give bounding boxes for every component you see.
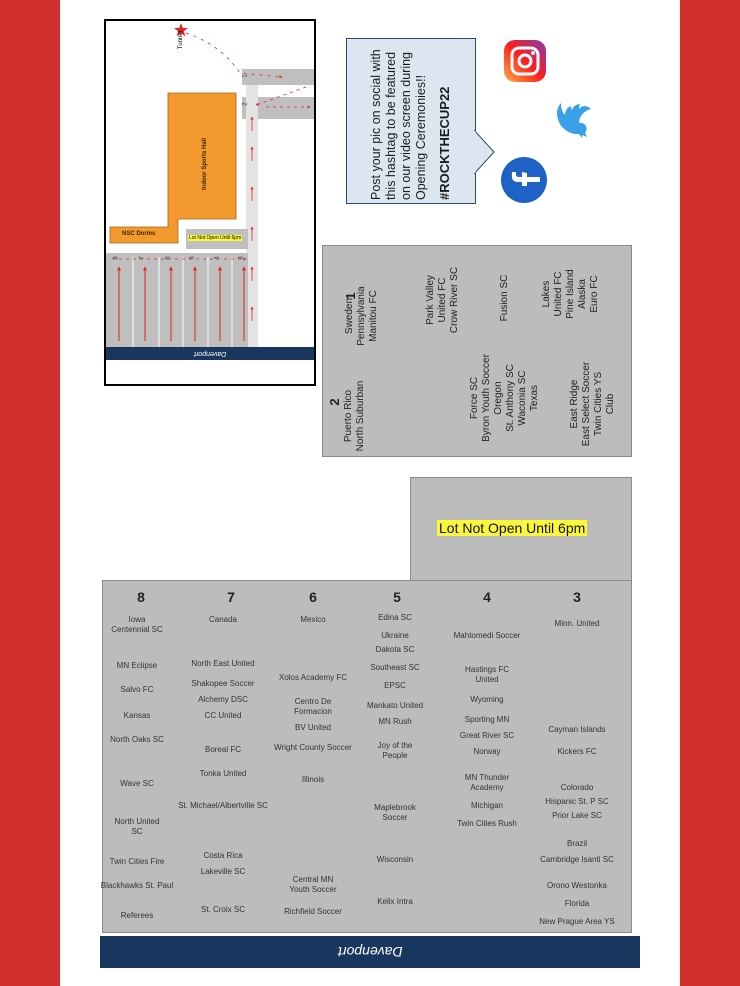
lot-7-team: North East United <box>191 659 255 668</box>
twitter-icon[interactable] <box>556 100 594 140</box>
inset-lot-number-3: 3 <box>238 256 245 260</box>
lot-6-team: BV United <box>294 723 332 732</box>
legend-lot-1-group-4: Lakes United FC Pine Island Alaska Euro FC <box>541 269 600 319</box>
inset-lot-number-5: 5 <box>189 256 196 260</box>
lot-7-team: CC United <box>204 711 242 720</box>
lot-4-team: Mahtomedi Soccer <box>453 631 521 640</box>
left-red-border <box>0 0 60 986</box>
inset-side-number-1: 1 <box>242 74 249 78</box>
lot-3-team: Kickers FC <box>557 747 597 756</box>
lot-8-team: Twin Cities Fire <box>109 857 165 866</box>
lot-8-team: Kansas <box>123 711 151 720</box>
lot-3-team: Colorado <box>560 783 594 792</box>
lot-7-team: Alchemy DSC <box>198 695 248 704</box>
instagram-icon[interactable] <box>502 38 548 84</box>
lot-8-team: North Oaks SC <box>110 735 164 744</box>
lot-7-team: Canada <box>208 615 238 624</box>
lot-5-team: MN Rush <box>378 717 412 726</box>
lot-3-team: Florida <box>564 899 590 908</box>
lot-8-team: Salvo FC <box>120 685 154 694</box>
lot-6-team: Mexico <box>300 615 326 624</box>
social-message: Post your pic on social with this hashtag to be featured on our video screen during Opening Ceremonies!! <box>368 49 428 200</box>
lot-4-team: Great River SC <box>459 731 515 740</box>
lot-6-team: Centro De Formacion <box>294 697 332 716</box>
lot-3-team: New Prague Area YS <box>539 917 615 926</box>
lot-5-team: Wisconsin <box>376 855 414 864</box>
lot-5-team: Mankato United <box>366 701 424 710</box>
lot-2-route-arrow <box>256 87 306 105</box>
lot-5-team: EPSC <box>384 681 406 690</box>
lot-4-number: 4 <box>483 589 491 605</box>
hall-label: Indoor Sports Hall <box>202 138 208 191</box>
lot-8-team: North United SC <box>114 817 160 836</box>
lot-7-team: Costa Rica <box>203 851 243 860</box>
lot-8-team: Blackhawks St. Paul <box>100 881 174 890</box>
legend-lot-2-group-3: East Ridge East Select Soccer Twin Cities YS Club <box>569 361 616 447</box>
legend-lot-1-group-1: Sweden Pennsylvania Manitou FC <box>344 286 379 346</box>
lot-7-team: Tonka United <box>199 769 247 778</box>
lot-5-number: 5 <box>393 589 401 605</box>
inset-lot-number-6: 6 <box>165 256 172 260</box>
lot-8-team: Wave SC <box>120 779 154 788</box>
lot-6-team: Xolos Academy FC <box>278 673 348 682</box>
lot-7-team: Boreal FC <box>204 745 241 754</box>
lot-3-team: Orono Westonka <box>547 881 607 890</box>
tunnel-label: Tunnel <box>178 30 184 50</box>
lot-4-team: MN Thunder Academy <box>464 773 510 792</box>
inset-side-number-2: 2 <box>242 102 249 106</box>
lot-3-team: Prior Lake SC <box>552 811 602 820</box>
lot-8-team: Referees <box>120 911 154 920</box>
inset-road-label: Davenport <box>193 350 227 357</box>
lots-1-2-box <box>322 245 632 457</box>
right-red-border <box>680 0 740 986</box>
main-road <box>100 936 640 968</box>
inset-lot-number-7: 7 <box>139 256 146 260</box>
lot-4-team: Norway <box>473 747 501 756</box>
legend-lot-1-number: 1 <box>343 292 358 300</box>
main-parking-lot <box>102 580 632 933</box>
lot-5-team: Edina SC <box>378 613 412 622</box>
inset-traffic-arrows <box>106 21 314 384</box>
lot-7-team: St. Michael/Albertville SC <box>178 801 268 810</box>
lot-7-team: Shakopee Soccer <box>191 679 255 688</box>
facebook-icon[interactable] <box>500 156 548 204</box>
lot-4-team: Sporting MN <box>464 715 510 724</box>
dorms-label: NSC Dorms <box>122 231 156 237</box>
lot-6-team: Richfield Soccer <box>284 907 342 916</box>
inset-road <box>106 347 314 360</box>
lot-8-number: 8 <box>137 589 145 605</box>
closed-lot <box>410 477 632 582</box>
hashtag-message <box>350 40 470 200</box>
legend-lot-1-group-3: Fusion SC <box>499 274 510 322</box>
bubble-tail <box>474 130 496 174</box>
tunnel-route-arrow <box>186 33 282 77</box>
hashtag: #ROCKTHECUP22 <box>436 86 452 200</box>
lot-5-team: Kelix Intra <box>377 897 413 906</box>
closed-lot-note: Lot Not Open Until 6pm <box>439 520 586 536</box>
lot-5-team: Ukraine <box>381 631 409 640</box>
lot-5-team: Southeast SC <box>370 663 420 672</box>
inset-lot-number-4: 4 <box>214 256 221 260</box>
lot-4-team: Wyoming <box>470 695 504 704</box>
lot-3-team: Cambridge Isanti SC <box>540 855 614 864</box>
legend-lot-2-number: 2 <box>327 398 342 406</box>
lot-8-team: MN Eclipse <box>116 661 158 670</box>
lot-5-team: Maplebrook Soccer <box>374 803 416 822</box>
lot-7-number: 7 <box>227 589 235 605</box>
inset-lot-number-8: 8 <box>113 256 120 260</box>
inset-lot-note: Lot Not Open Until 6pm <box>189 235 242 241</box>
inset-map <box>104 19 316 386</box>
lot-5-team: Dakota SC <box>375 645 415 654</box>
lot-7-team: St. Croix SC <box>200 905 245 914</box>
legend-lot-2-group-1: Puerto Rico North Suburban <box>343 380 366 452</box>
lot-3-team: Minn. United <box>554 619 600 628</box>
lot-6-team: Central MN Youth Soccer <box>289 875 337 894</box>
lot-6-team: Wright County Soccer <box>274 743 352 752</box>
lot-8-team: Iowa Centennial SC <box>111 615 163 634</box>
lot-4-team: Twin Cities Rush <box>457 819 517 828</box>
lot-7-team: Lakeville SC <box>200 867 246 876</box>
lot-6-team: Illinois <box>301 775 325 784</box>
main-road-label: Davenport <box>337 944 403 960</box>
legend-lot-1-group-2: Park Valley United FC Crow River SC <box>425 266 460 334</box>
lot-3-team: Brazil <box>566 839 587 848</box>
legend-lot-2-group-2: Force SC Byron Youth Soccer Oregon St. Anthony SC Waconia SC Texas <box>469 354 540 442</box>
lot-3-number: 3 <box>573 589 581 605</box>
lot-4-team: Hastings FC United <box>464 665 509 684</box>
lot-4-team: Michigan <box>470 801 503 810</box>
lot-5-team: Joy of the People <box>377 741 413 760</box>
lot-3-team: Cayman Islands <box>548 725 606 734</box>
lot-6-number: 6 <box>309 589 317 605</box>
lot-3-team: Hispanic St. P SC <box>545 797 609 806</box>
